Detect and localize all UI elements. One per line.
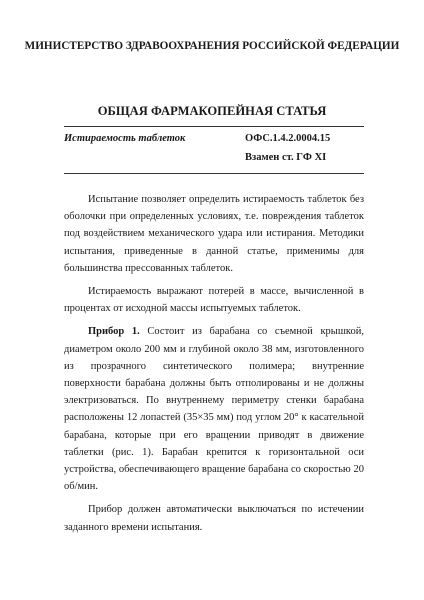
device-1-lead: Прибор 1.	[88, 326, 140, 338]
device-1-text: Состоит из барабана со съемной крышкой, диаметром около 200 мм и глубиной около 38 мм, изготовленного из прозрачного синтетического полимера; внутренние поверхности барабана должны быть отполированы и не должны электризоваться. По внутреннему периметру стенки барабана расположены 12 лопастей (35×35 мм) под углом 20° к касательной барабана, которые при его вращении приводят в движение таблетки (рис. 1). Барабан крепится к горизонтальной оси устройства, обеспечивающего вращение барабана со скоростью 20 об/мин.	[64, 326, 364, 493]
article-code: ОФС.1.4.2.0004.15	[245, 133, 331, 144]
ministry-heading: МИНИСТЕРСТВО ЗДРАВООХРАНЕНИЯ РОССИЙСКОЙ ФЕДЕРАЦИИ	[24, 40, 400, 52]
paragraph-definition: Истираемость выражают потерей в массе, вычисленной в процентах от исходной массы испытуемых таблеток.	[64, 286, 364, 315]
paragraph-device-1	[64, 323, 364, 495]
document-title: ОБЩАЯ ФАРМАКОПЕЙНАЯ СТАТЬЯ	[97, 104, 327, 118]
top-divider	[64, 126, 364, 127]
replaces-note: Взамен ст. ГФ XI	[245, 152, 327, 163]
paragraph-auto-off: Прибор должен автоматически выключаться по истечении заданного времени испытания.	[64, 504, 364, 533]
bottom-divider	[64, 173, 364, 174]
article-subject: Истираемость таблеток	[64, 133, 186, 144]
paragraph-intro: Испытание позволяет определить истираемость таблеток без оболочки при определенных условиях, т.е. повреждения таблеток под воздействием механического удара или истирания. Методики испытания, приведенные в данной статье, применимы для большинства прессованных таблеток.	[64, 194, 364, 274]
article-body	[64, 191, 364, 542]
